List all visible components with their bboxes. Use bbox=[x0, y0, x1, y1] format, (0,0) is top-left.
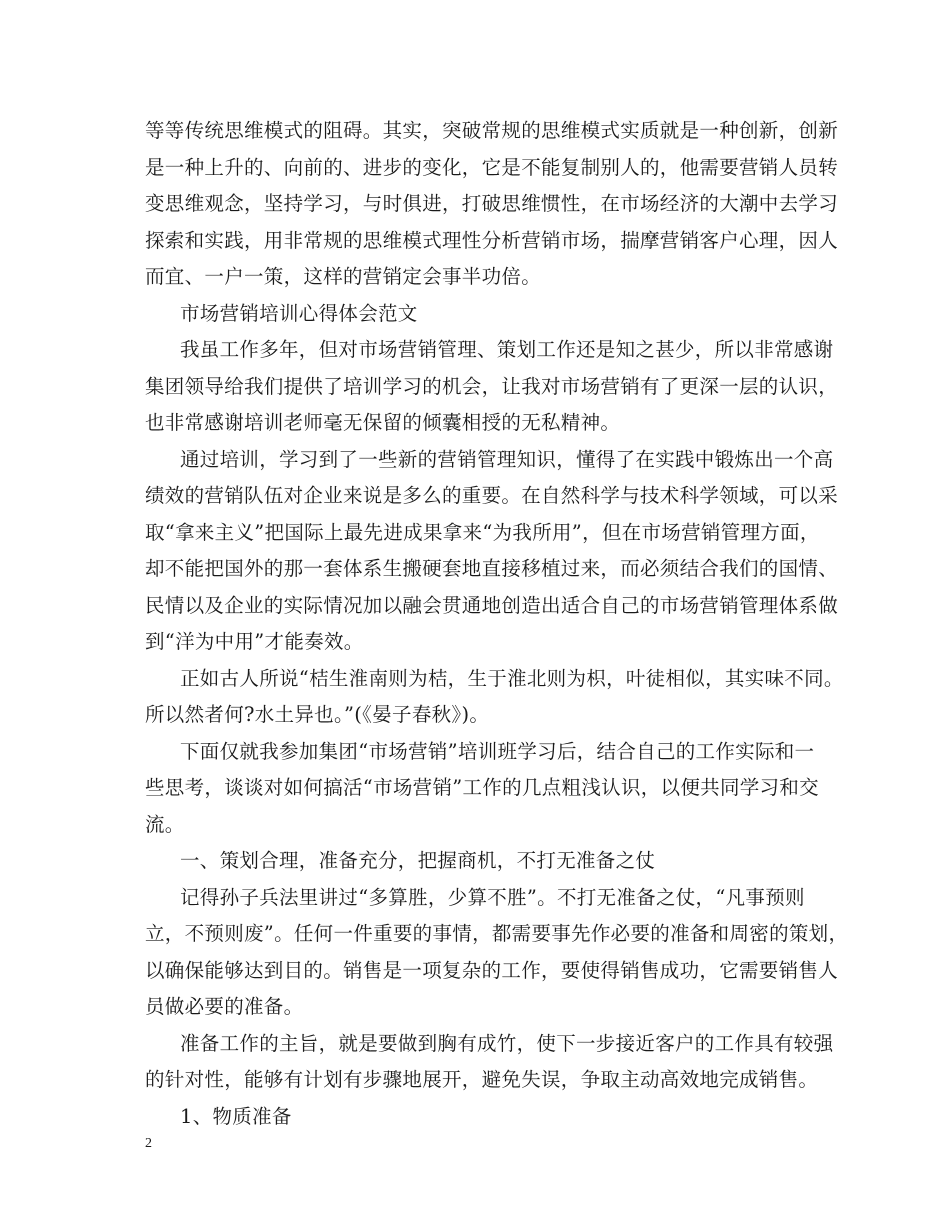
document-body bbox=[145, 113, 849, 1135]
text-line: 是一种上升的、向前的、进步的变化，它是不能复制别人的，他需要营销人员转 bbox=[145, 155, 839, 179]
text-line: 探索和实践，用非常规的思维模式理性分析营销市场，揣摩营销客户心理，因人 bbox=[145, 228, 839, 252]
text-line: 等等传统思维模式的阻碍。其实，突破常规的思维模式实质就是一种创新，创新 bbox=[145, 119, 839, 142]
text-line: 立，不预则废”。任何一件重要的事情，都需要事先作必要的准备和周密的策划， bbox=[145, 922, 849, 945]
text-line: 员做必要的准备。 bbox=[145, 995, 304, 1018]
text-line: 1、物质准备 bbox=[180, 1104, 292, 1128]
text-line: 下面仅就我参加集团“市场营销”培训班学习后，结合自己的工作实际和一 bbox=[180, 739, 815, 763]
text-line: 也非常感谢培训老师毫无保留的倾囊相授的无私精神。 bbox=[145, 411, 621, 434]
text-line: 绩效的营销队伍对企业来说是多么的重要。在自然科学与技术科学领域，可以采 bbox=[145, 484, 839, 507]
text-line: 通过培训，学习到了一些新的营销管理知识，懂得了在实践中锻炼出一个高 bbox=[180, 447, 834, 471]
text-line: 民情以及企业的实际情况加以融会贯通地创造出适合自己的市场营销管理体系做 bbox=[145, 593, 839, 617]
page-number: 2 bbox=[145, 1136, 152, 1151]
text-line: 以确保能够达到目的。销售是一项复杂的工作，要使得销售成功，它需要销售人 bbox=[145, 958, 839, 982]
text-line: 到“洋为中用”才能奏效。 bbox=[145, 630, 364, 653]
text-line: 准备工作的主旨，就是要做到胸有成竹，使下一步接近客户的工作具有较强 bbox=[180, 1031, 834, 1055]
text-line: 集团领导给我们提供了培训学习的机会，让我对市场营销有了更深一层的认识， bbox=[145, 374, 839, 398]
text-line: 的针对性，能够有计划有步骤地展开，避免失误，争取主动高效地完成销售。 bbox=[145, 1068, 819, 1091]
text-line: 流。 bbox=[145, 812, 185, 836]
text-line: 却不能把国外的那一套体系生搬硬套地直接移植过来，而必须结合我们的国情、 bbox=[145, 557, 839, 580]
text-line: 市场营销培训心得体会范文 bbox=[180, 301, 418, 325]
text-line: 一、策划合理，准备充分，把握商机，不打无准备之仗 bbox=[180, 849, 656, 872]
text-line: 取“拿来主义”把国际上最先进成果拿来“为我所用”，但在市场营销管理方面， bbox=[145, 520, 820, 544]
text-line: 我虽工作多年，但对市场营销管理、策划工作还是知之甚少，所以非常感谢 bbox=[180, 338, 834, 361]
text-line: 而宜、一户一策，这样的营销定会事半功倍。 bbox=[145, 265, 542, 288]
text-line: 正如古人所说“桔生淮南则为桔，生于淮北则为枳，叶徒相似，其实味不同。 bbox=[180, 666, 844, 690]
text-line: 记得孙子兵法里讲过“多算胜，少算不胜”。不打无准备之仗，“凡事预则 bbox=[180, 885, 805, 909]
text-line: 些思考，谈谈对如何搞活“市场营销”工作的几点粗浅认识，以便共同学习和交 bbox=[145, 776, 819, 799]
text-line: 变思维观念，坚持学习，与时俱进，打破思维惯性，在市场经济的大潮中去学习 bbox=[145, 192, 839, 215]
text-line: 所以然者何?水土异也。”(《晏子春秋》)。 bbox=[145, 703, 490, 726]
